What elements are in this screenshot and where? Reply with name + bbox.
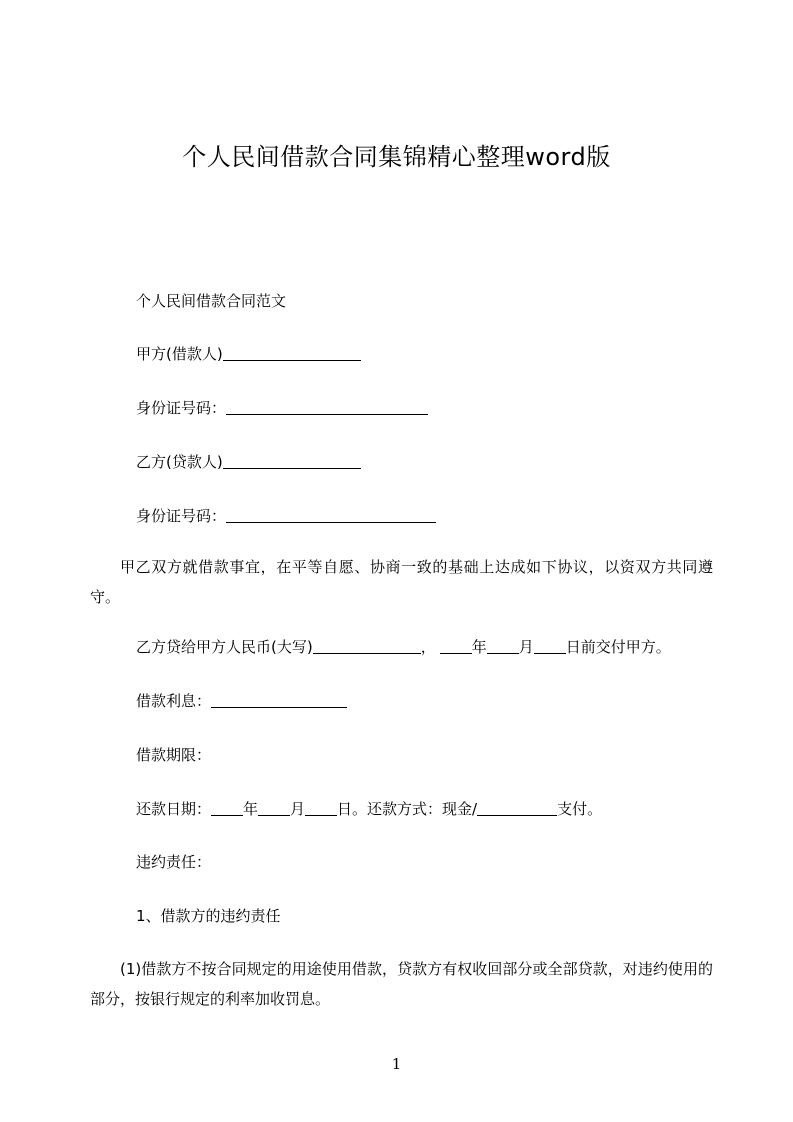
repay-method-blank xyxy=(477,799,557,816)
interest-blank xyxy=(211,691,347,708)
repay-label: 还款日期： xyxy=(136,800,212,818)
loan-month-blank xyxy=(487,637,519,654)
party-a-line xyxy=(136,343,361,365)
id-b-blank xyxy=(226,506,436,523)
party-a-label: 甲方(借款人) xyxy=(136,345,223,363)
loan-comma: ， xyxy=(420,638,436,656)
intro-paragraph: 甲乙双方就借款事宜，在平等自愿、协商一致的基础上达成如下协议，以资双方共同遵守。 xyxy=(90,558,713,606)
page-number: 1 xyxy=(391,1055,402,1073)
id-a-label: 身份证号码： xyxy=(136,399,227,417)
clause-1-heading: 1、借款方的违约责任 xyxy=(136,907,281,925)
loan-day-blank xyxy=(534,637,566,654)
party-b-label: 乙方(贷款人) xyxy=(136,453,223,471)
repay-month-blank xyxy=(258,799,290,816)
clause-1-1-paragraph: (1)借款方不按合同规定的用途使用借款，贷款方有权收回部分或全部贷款，对违约使用的部分，按银行规定的利率加收罚息。 xyxy=(90,960,713,1008)
loan-day-label: 日前交付甲方。 xyxy=(565,638,671,656)
interest-label: 借款利息： xyxy=(136,692,212,710)
party-b-blank xyxy=(223,452,361,469)
repay-end-label: 支付。 xyxy=(557,800,603,818)
contract-subtitle: 个人民间借款合同范文 xyxy=(136,292,287,310)
document-title: 个人民间借款合同集锦精心整理word版 xyxy=(182,143,611,171)
party-b-line xyxy=(136,451,361,473)
loan-amount-blank xyxy=(313,637,421,654)
repay-year-blank xyxy=(211,799,243,816)
id-a-blank xyxy=(226,398,428,415)
loan-year-label: 年 xyxy=(471,638,487,656)
term-line: 借款期限： xyxy=(136,746,212,764)
loan-year-blank xyxy=(440,637,472,654)
repay-method-label: 日。还款方式：现金/ xyxy=(337,800,478,818)
loan-month-label: 月 xyxy=(518,638,534,656)
repay-line xyxy=(136,798,602,820)
loan-amount-label: 乙方贷给甲方人民币(大写) xyxy=(136,638,313,656)
repay-day-blank xyxy=(305,799,337,816)
loan-amount-line xyxy=(136,636,671,658)
repay-month-label: 月 xyxy=(290,800,306,818)
id-b-label: 身份证号码： xyxy=(136,507,227,525)
repay-year-label: 年 xyxy=(243,800,259,818)
party-a-blank xyxy=(223,344,361,361)
liability-heading: 违约责任： xyxy=(136,853,212,871)
id-a-line xyxy=(136,397,428,419)
interest-line xyxy=(136,690,347,712)
id-b-line xyxy=(136,505,436,527)
